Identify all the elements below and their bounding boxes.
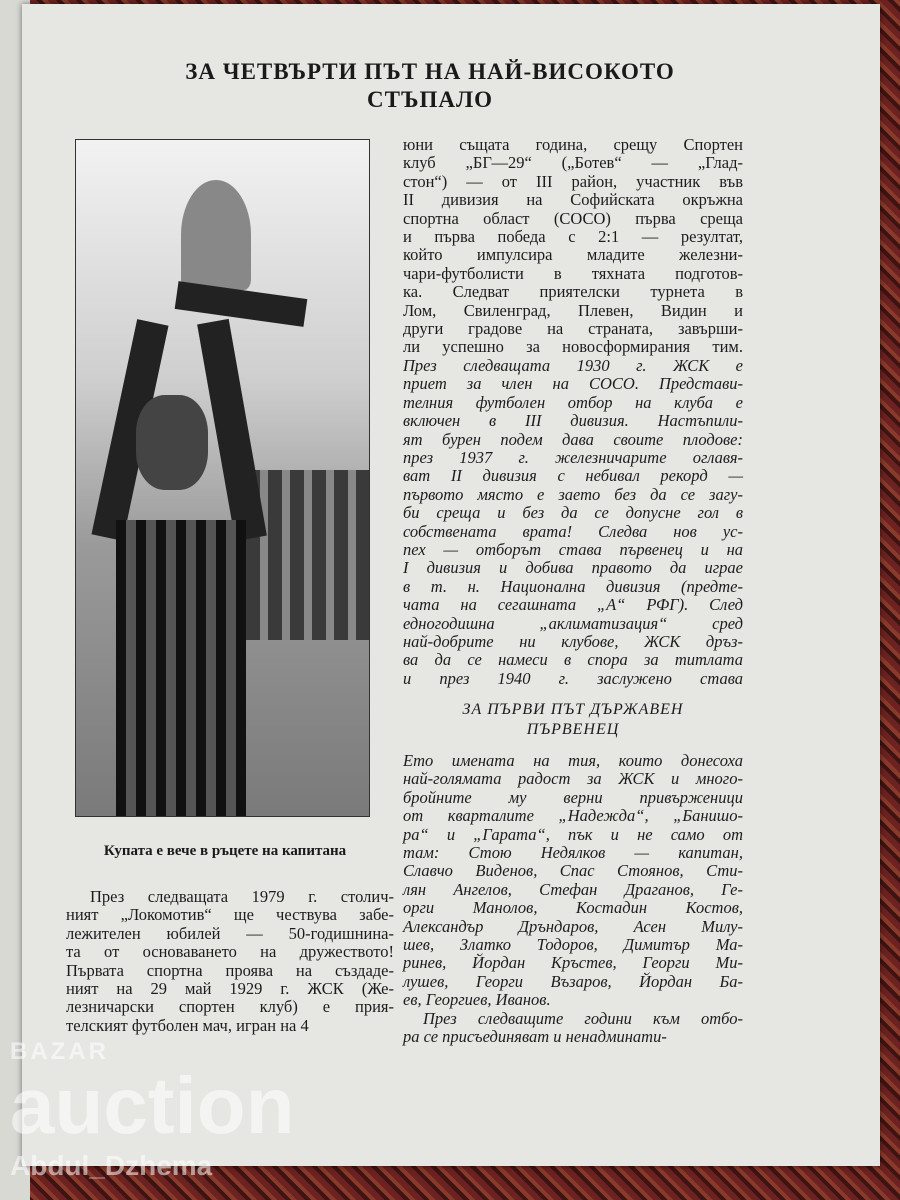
text-line: в т. н. Национална дивизия (предте- [403, 576, 743, 596]
text-line: ка. Следват приятелски турнета в [403, 282, 743, 302]
text-line: лушев, Георги Възаров, Йордан Ба- [403, 971, 743, 991]
subheading [403, 700, 743, 740]
text-line: През следващата 1979 г. столич- [90, 887, 394, 906]
text-line: включен в III дивизия. Настъпили- [403, 411, 743, 431]
text-line: телският футболен мач, игран на 4 [66, 1015, 309, 1035]
watermark: auction [10, 1061, 295, 1150]
photo-crowd [246, 470, 369, 640]
text-line: юни същата година, срещу Спортен [403, 135, 743, 154]
text-line: най-голямата радост за ЖСК и много- [403, 769, 743, 789]
text-line: Славчо Виденов, Спас Стоянов, Сти- [403, 861, 743, 881]
text-line: Ето имената на тия, които донесоха [403, 751, 743, 770]
text-line: ли успешно за новосформирания тим. [403, 337, 743, 357]
text-line: от кварталите „Надежда“, „Банишо- [403, 806, 743, 826]
text-line: други градове на страната, завърши- [403, 319, 743, 339]
text-line: чари-футболисти в тяхната подготов- [403, 263, 743, 283]
text-line: телния футболен отбор на клуба е [403, 392, 743, 412]
photo-caption: Купата е вече в ръцете на капитана [103, 843, 347, 859]
title-line: СТЪПАЛО [366, 87, 494, 112]
watermark: BAZAR [10, 1038, 109, 1065]
title-line: ЗА ЧЕТВЪРТИ ПЪТ НА НАЙ-ВИСОКОТО [185, 59, 675, 84]
text-line: ят бурен подем дава своите плодове: [403, 429, 743, 449]
text-line: орги Манолов, Костадин Костов, [403, 898, 743, 918]
text-line: там: Стою Недялков — капитан, [403, 843, 743, 863]
text-line: Лом, Свиленград, Плевен, Видин и [403, 300, 743, 320]
photo-striped-jersey [116, 520, 246, 817]
text-line: който импулсира младите железни- [403, 245, 743, 265]
text-line: и първа победа с 2:1 — резултат, [403, 227, 743, 247]
text-line: II дивизия на Софийската окръжна [403, 190, 743, 210]
subheading-line: ПЪРВЕНЕЦ [526, 721, 620, 738]
text-line: най-добрите ни клубове, ЖСК дръз- [403, 631, 743, 651]
text-line: ният „Локомотив“ ще чествува забе- [66, 905, 394, 925]
text-line: ра“ и „Гарата“, пък и не само от [403, 824, 743, 844]
photo-trophy [181, 180, 251, 290]
subheading-line: ЗА ПЪРВИ ПЪТ ДЪРЖАВЕН [462, 701, 684, 718]
text-line: лян Ангелов, Стефан Драганов, Ге- [403, 879, 743, 899]
text-line: лезничарски спортен клуб) е прия- [66, 997, 394, 1017]
text-line: приет за член на СОСО. Представи- [403, 374, 743, 394]
text-line: собствената врата! Следва нов ус- [403, 521, 743, 541]
text-line: едногодишна „аклиматизация“ сред [403, 613, 743, 633]
text-line: ва да се намеси в спора за титлата [403, 650, 743, 670]
text-line: лежителен юбилей — 50-годишнина- [66, 923, 394, 943]
text-line: стон“) — от III район, участник във [403, 171, 743, 191]
text-line: чата на сегашната „А“ РФГ). След [403, 595, 743, 615]
text-line: първото място е заето без да се загу- [403, 484, 743, 504]
text-line: ра се присъединяват и ненадминати- [403, 1027, 667, 1047]
right-column-text [403, 136, 743, 688]
text-line: клуб „БГ—29“ („Ботев“ — „Глад- [403, 153, 743, 173]
captain-trophy-photo [75, 139, 370, 817]
text-line: би среща и без да се допусне гол в [403, 503, 743, 523]
text-line: През следващата 1930 г. ЖСК е [403, 355, 743, 375]
text-line: През следващите години към отбо- [423, 1008, 743, 1028]
text-line: бройните му верни привърженици [403, 787, 743, 807]
text-line: I дивизия и добива правото да играе [403, 558, 743, 578]
text-line: ринев, Йордан Кръстев, Георги Ми- [403, 953, 743, 973]
text-line: ев, Георгиев, Иванов. [403, 990, 551, 1010]
text-line: спортна област (СОСО) първа среща [403, 208, 743, 228]
photo-head [136, 395, 208, 490]
text-line: Първата спортна проява на създаде- [66, 960, 394, 980]
text-line: и през 1940 г. заслужено става [403, 668, 743, 688]
text-line: шев, Златко Тодоров, Димитър Ма- [403, 935, 743, 955]
left-column-text [66, 888, 394, 1035]
text-line: ват II дивизия с небивал рекорд — [403, 466, 743, 486]
watermark: Abdul_Dzhema [10, 1150, 213, 1181]
text-line: пех — отборът става първенец и на [403, 539, 743, 559]
text-line: Александър Дръндаров, Асен Милу- [403, 916, 743, 936]
text-line: та от основаването на дружеството! [66, 942, 394, 962]
right-column-text-2 [403, 752, 743, 1047]
text-line: през 1937 г. железничарите оглавя- [403, 447, 743, 467]
article-title [100, 58, 760, 114]
text-line: ният на 29 май 1929 г. ЖСК (Же- [66, 979, 394, 999]
